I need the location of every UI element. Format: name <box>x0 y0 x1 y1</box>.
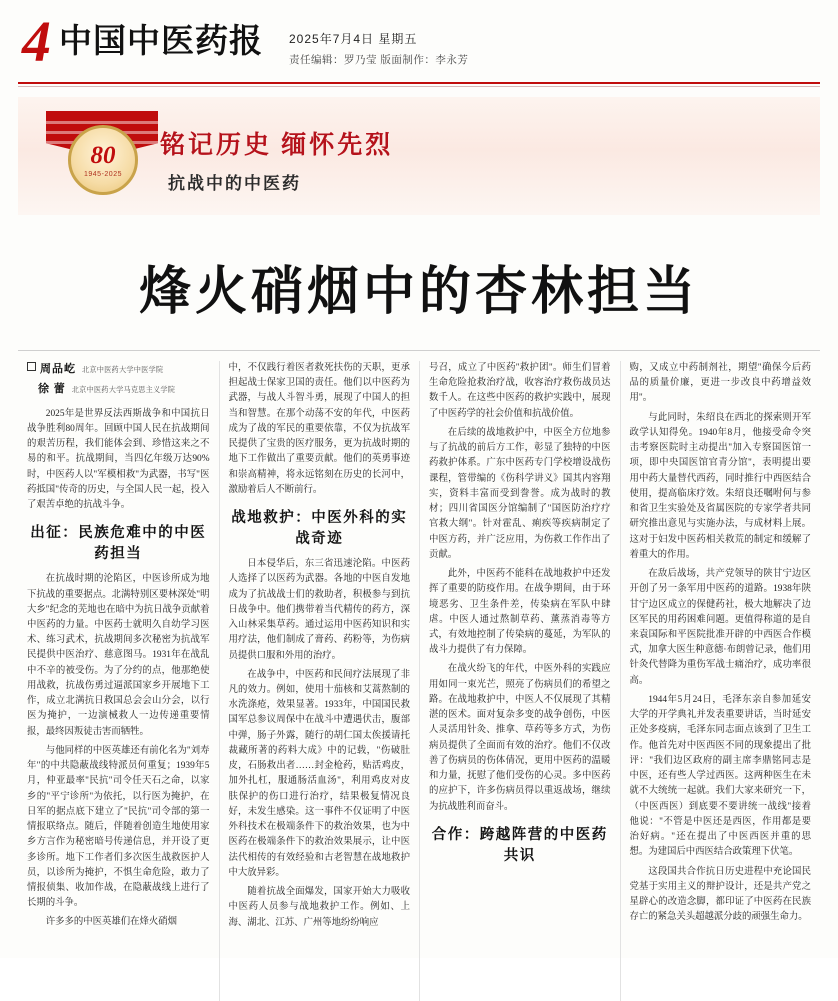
author-1-name: 周品屹 <box>40 363 76 375</box>
byline <box>27 361 210 399</box>
author-2-affiliation: 北京中医药大学马克思主义学院 <box>71 385 176 394</box>
paragraph: 在战火纷飞的年代，中医外科的实践应用如同一束光芒，照亮了伤病员们的希望之路。在战地救护中，中医人不仅展现了其精湛的医术。面对复杂多变的战争创伤，中医人灵活用针灸、推拿、草药等多方式，为伤病员提供了全面而有效的治疗。他们不仅改善了伤病员的伤体倩况，更用中医药的温暖和力量，抚慰了他们受伤的心灵。多中医药的应护下，许多伤病员得以重返战场，继续为抗战胜利而奋斗。 <box>429 664 611 812</box>
commemorative-banner <box>18 97 820 215</box>
column-3 <box>419 361 620 1001</box>
paragraph: 与他同样的中医英雄还有前化名为"刘寿年"的中共隐蔽战线特派员何重复；1939年5月，仲亚最率"民抗"司令任天石之命，以家乡的"平宁诊所"为依托，以行医为掩护，在日军的据点底下建立了"民抗"司令部的第一情报联络点。随后，伴随着创造生地使用家乡方言作为秘密暗号传递信息，并开设了更多诊所。地下工作者们多次医生战救医护人员，以诊所为掩护，不惧生命危险，敢力了情报侦集、收加作战，在隐蔽战线上进行了长期的斗争。 <box>27 745 210 909</box>
paragraph: 在战争中，中医药和民间疗法展现了非凡的效力。例如，使用十茄核和艾蒿熬制的水洗涤疮，效果显著。1933年，中国国民救国军总参议周保中在战斗中遭遇伏击，腹部中弹，肠子外露，随行的胡仁国太俟援请托裁藏所著的药料大成》中的记载，"伤破肚皮，石肠救出者……封金枪药，贴活鸡皮，加外扎杠，服通肠活血汤"，利用鸡皮对皮肤保护的伤口进行治疗，结果极复情况良好，未发生感染。这一事件不仅证明了中医外科技术在极端条件下的救治效果，也为中医药在极端条件下的救治效果展示，让中医法代相传的有效经验和古老智慧在战地救护中大放异彩。 <box>228 669 410 878</box>
column-1 <box>18 361 219 1001</box>
paragraph: 号召，成立了中医药"救护团"。师生们冒着生命危险抢救治疗战，收容治疗救伤战员达数千人。在这些中医药的救护实践中，展现了中医药学的社会价值和抗战价值。 <box>429 363 611 419</box>
article-headline: 烽火硝烟中的杏林担当 <box>138 264 699 321</box>
paragraph: 与此同时，朱绍良在西北的探索则开军政学认知得免。1940年8月，他接受命令突击考察医院时主动提出"加入专察国医馆一项，即中央国医馆官青分馆"，表明提出要用中药大量替代西药，同时推行中西医结合使用，提高临床疗效。朱绍良还嘱咐何与参和省卫生实验处及省属医院的专家学者共同研究推出意见与实施办法，与成材料上展。这对于妇发中医药相关救荒的制定和缓解了着重大的作用。 <box>629 412 811 560</box>
masthead <box>0 0 838 78</box>
paragraph: 随着抗战全面爆发，国家开始大力吸收中医药人员参与战地救护工作。例如、上海、湖北、江苏、广州等地纷纷响应 <box>228 887 410 928</box>
emblem-years: 1945-2025 <box>84 170 122 178</box>
author-2-name: 徐 蕾 <box>38 382 66 395</box>
paragraph: 日本侵华后，东三省迅速沦陷。中医药人选择了以医药为武器。各地的中医自发地成为了抗战战士们的救助者，积极参与到抗日战争中。他们携带着当代精传的药方，深入山林采集草药。通过运用中医药知识和实用疗法，他们制成了膏药、药粉等，为伤病员提供口服和外用的治疗。 <box>228 559 410 661</box>
anniversary-emblem-icon <box>68 125 138 195</box>
editor-credits: 责任编辑：罗乃莹 版面制作：李永芳 <box>289 53 469 66</box>
paragraph: 购，又成立中药制剂社，期望"确保今后药品的质量价廉，更进一步改良中药增益效用"。 <box>629 363 811 404</box>
section-heading-3: 合作：跨越阵营的中医药共识 <box>431 826 608 864</box>
paragraph: 2025年是世界反法西斯战争和中国抗日战争胜利80周年。回顾中国人民在抗战期间的艰苦历程，我们能体会到、珍惜这来之不易的和平。抗战期间，当四亿年级万达90%时，中医药人以"军模相救"为武器，书写"医药抵国"传奇的历史，与全国人民一起，投入了艰苦卓绝的抗战斗争。 <box>27 408 210 511</box>
paragraph: 在抗战时期的沦陷区，中医诊所成为地下抗战的重要据点。北满特别区要林深处"明大乡"纪念的芜地也在暗中为抗日战争贡献着中医药的力量。中医药士就明久自幼学习医术、练习武术，抗战期间多次秘密为抗战军民提供中医治疗、慈意图马。1931年在战乱中不辛的被受伤。为了分约的点，他那绝使用战救，抗战伤勇过逼派国家乡开展地下工作，成立北满抗日救国总会会山分会，以行医为掩护，一边演械救人一边传递重要情报，最终因叛徒击害而牺牲。 <box>27 574 210 737</box>
column-2 <box>219 361 420 1001</box>
article-body <box>18 361 820 1001</box>
author-1-affiliation: 北京中医药大学中医学院 <box>82 366 164 374</box>
masthead-rule <box>18 82 820 84</box>
paragraph: 此外，中医药不能科在战地救护中还发挥了重要的防疫作用。在战争期间，由于环境恶劣、卫生条件差，传染病在军队中肆虐。中医人通过熬制草药、薰蒸消毒等方式，有效地控制了传染病的蔓延，为军队的战斗力提供了有力保障。 <box>429 569 611 656</box>
byline-author-1 <box>27 361 210 379</box>
page-number: 4 <box>22 9 49 74</box>
banner-title: 铭记历史 缅怀先烈 <box>160 132 394 159</box>
paragraph: 许多多的中医英雄们在烽火硝烟 <box>45 917 178 928</box>
byline-square-icon <box>27 362 36 371</box>
byline-author-2 <box>27 381 210 399</box>
paragraph: 1944年5月24日，毛泽东亲自参加延安大学的开学典礼并发表重要讲话，当时延安正处多疫病，毛泽东同志面点该到了卫生工作。他首先对中医西医不同的现象提出了批评："我们边区政府的副主席李鼎铭同志是中医，还有些人学过西医。这两种医生在未就不大统统一起就。我们大家来研究一下，（中医西医）到底要不要讲统一战线"接着他说："不管是中医还是西医，作用都是要治好病。"还在提出了中医西医并重的思想。为建国后中西医结合政策理下伏笔。 <box>629 694 811 858</box>
paper-title: 中国中医药报 <box>59 24 263 60</box>
masthead-rule-thin <box>18 86 820 87</box>
masthead-meta <box>289 14 468 71</box>
section-heading-2: 战地救护：中医外科的实战奇迹 <box>231 510 408 548</box>
emblem-number: 80 <box>90 141 116 169</box>
section-heading-1: 出征：民族危难中的中医药担当 <box>30 525 207 563</box>
paragraph: 这段国共合作抗日历史进程中充论国民党基于实用主义的辩护设计，还是共产党之星辟心的改造念脚，都印证了中医药在民族存亡的紧急关头超越派分歧的顽强生命力。 <box>629 866 811 923</box>
paragraph: 在敌后战场，共产党领导的陕甘宁边区开创了另一条军用中医药的道路。1938年陕甘宁边区成立的保健药社，极大地解决了边区军民的用药困难问题。更值得称道的是自来袁国际和平医院批准开辟的中西医合作模式，加拿大医生种意德·布朗曾记录，他们用针灸代替降为重伤军战士痛治疗，成功率很高。 <box>629 569 811 686</box>
column-4 <box>620 361 821 1001</box>
paragraph: 中，不仅践行着医者救死扶伤的天职，更承担起战士保家卫国的责任。他们以中医药为武器，与战人斗智斗勇，展现了中国人的担当和智慧。在那个动荡不安的年代，中医药成为了战的军民的重要依靠，不仅为抗战军民提供了宝贵的医疗服务，更为抗战时期的地下工作做出了重要贡献。他们的英勇事迹和崇高精神，将永远铭刻在历史的长河中，激励着后人不断前行。 <box>228 363 410 495</box>
headline-rule <box>18 350 820 351</box>
publication-date: 2025年7月4日 星期五 <box>289 32 418 46</box>
banner-subtitle: 抗战中的中医药 <box>168 174 301 193</box>
paragraph: 在后续的战地救护中，中医全方位地参与了抗战的前后方工作，彰显了独特的中医药救护体系。广东中医药专门学校增设战伤课程，管带编的《伤科学讲义》国其内容翔实，资料丰富而受到誊誉。成为战时的教材；四川省国医分馆编制了"国医防治疗疗官救大纲"。针对霍乱、痢疾等疾病制定了中医方药，并广泛应用，为伤救工作作出了贡献。 <box>429 427 611 560</box>
